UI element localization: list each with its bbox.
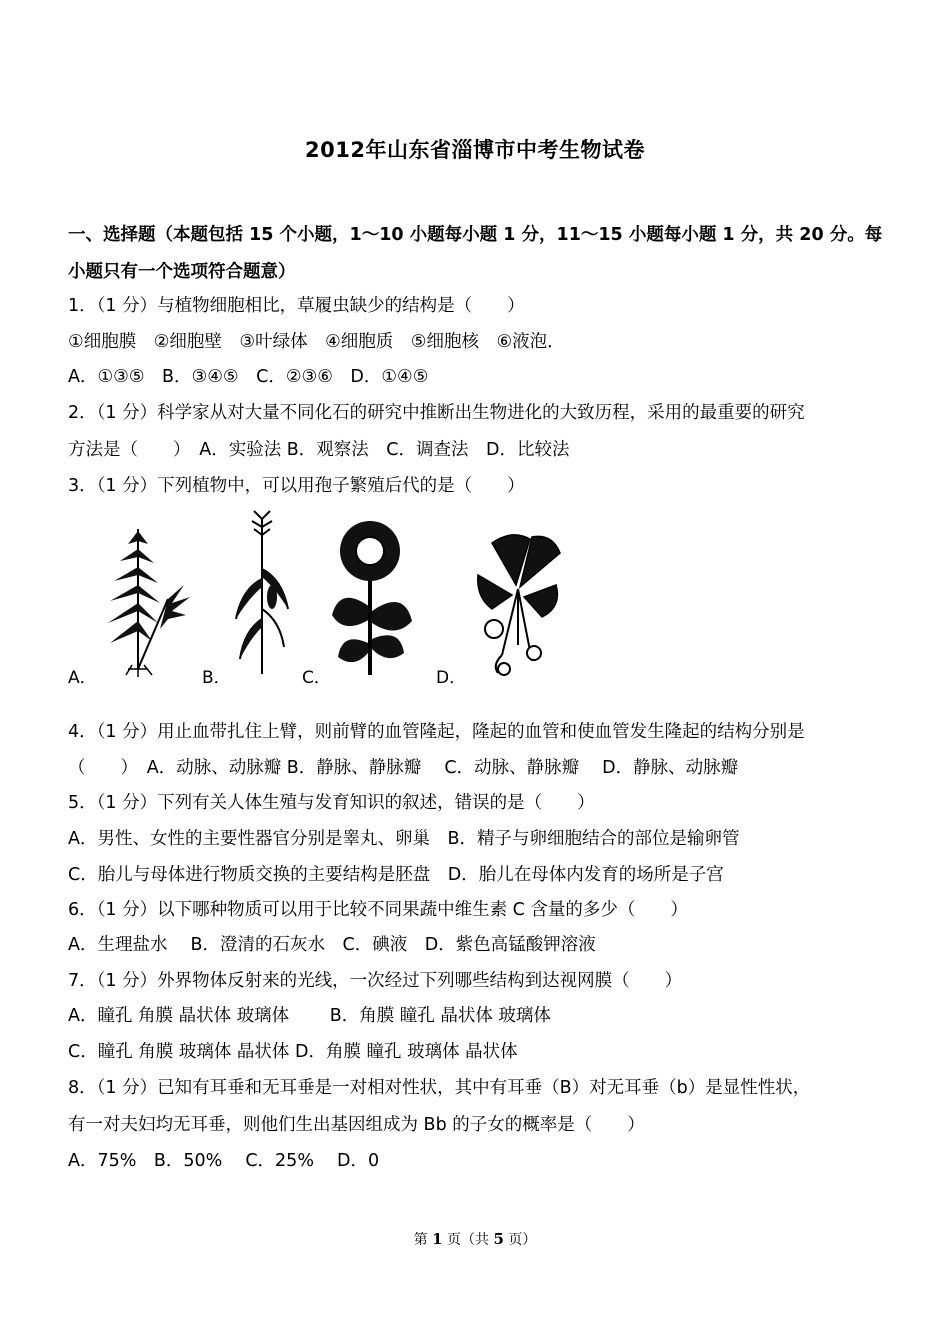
q3-figure-d-label: D．: [436, 668, 467, 688]
q5-options-cd: C．胎儿与母体进行物质交换的主要结构是胚盘 D．胎儿在母体内发育的场所是子宫: [68, 865, 724, 885]
q3-figures: [68, 505, 628, 688]
section-heading-line2: 小题只有一个选项符合题意）: [68, 262, 296, 282]
q2-line2: 方法是（ ） A．实验法 B．观察法 C．调查法 D．比较法: [68, 440, 570, 460]
footer-middle: 页（共: [442, 1232, 494, 1248]
q3-figure-c-label: C．: [302, 668, 331, 688]
footer-suffix: 页）: [503, 1232, 537, 1248]
q1-items: ①细胞膜 ②细胞壁 ③叶绿体 ④细胞质 ⑤细胞核 ⑥液泡．: [68, 332, 565, 352]
q5-options-ab: A．男性、女性的主要性器官分别是睾丸、卵巢 B．精子与卵细胞结合的部位是输卵管: [68, 829, 740, 849]
corn-icon: [232, 509, 292, 679]
page-footer: [0, 1229, 950, 1249]
footer-total-pages: 5: [493, 1230, 504, 1248]
q6-stem: 6．（1 分）以下哪种物质可以用于比较不同果蔬中维生素 C 含量的多少（ ）: [68, 900, 688, 920]
q1-options: A．①③⑤ B．③④⑤ C．②③⑥ D．①④⑤: [68, 367, 429, 387]
q7-stem: 7．（1 分）外界物体反射来的光线，一次经过下列哪些结构到达视网膜（ ）: [68, 971, 683, 991]
q4-line2: （ ） A．动脉、动脉瓣 B．静脉、静脉瓣 C．动脉、静脉瓣 D．静脉、动脉瓣: [68, 758, 739, 778]
ginkgo-icon: [472, 525, 564, 677]
q8-options: A．75% B．50% C．25% D．0: [68, 1151, 380, 1171]
q3-stem: 3．（1 分）下列植物中，可以用孢子繁殖后代的是（ ）: [68, 476, 525, 496]
q4-line1: 4．（1 分）用止血带扎住上臂，则前臂的血管隆起，隆起的血管和使血管发生隆起的结构分别是: [68, 722, 805, 742]
q6-options: A．生理盐水 B．澄清的石灰水 C．碘液 D．紫色高锰酸钾溶液: [68, 935, 596, 955]
q3-figure-b-label: B．: [202, 668, 231, 688]
q8-line1: 8．（1 分）已知有耳垂和无耳垂是一对相对性状，其中有耳垂（B）对无耳垂（b）是显性性状，: [68, 1078, 811, 1098]
footer-prefix: 第: [413, 1232, 433, 1248]
q7-options-ab: A．瞳孔 角膜 晶状体 玻璃体 B．角膜 瞳孔 晶状体 玻璃体: [68, 1006, 551, 1026]
sunflower-icon: [330, 515, 414, 675]
q7-options-cd: C．瞳孔 角膜 玻璃体 晶状体 D．角膜 瞳孔 玻璃体 晶状体: [68, 1042, 518, 1062]
q8-line2: 有一对夫妇均无耳垂，则他们生出基因组成为 Bb 的子女的概率是（ ）: [68, 1115, 645, 1135]
section-heading-line1: 一、选择题（本题包括 15 个小题，1～10 小题每小题 1 分，11～15 小题每小题 1 分，共 20 分。每: [68, 225, 883, 245]
page-title: 2012年山东省淄博市中考生物试卷: [305, 138, 645, 162]
q2-line1: 2．（1 分）科学家从对大量不同化石的研究中推断出生物进化的大致历程，采用的最重要的研究: [68, 403, 805, 423]
fern-icon: [98, 519, 194, 677]
q3-figure-a-label: A．: [68, 668, 97, 688]
footer-page-number: 1: [432, 1230, 443, 1248]
q1-stem: 1．（1 分）与植物细胞相比，草履虫缺少的结构是（ ）: [68, 296, 525, 316]
q5-stem: 5．（1 分）下列有关人体生殖与发育知识的叙述，错误的是（ ）: [68, 793, 595, 813]
